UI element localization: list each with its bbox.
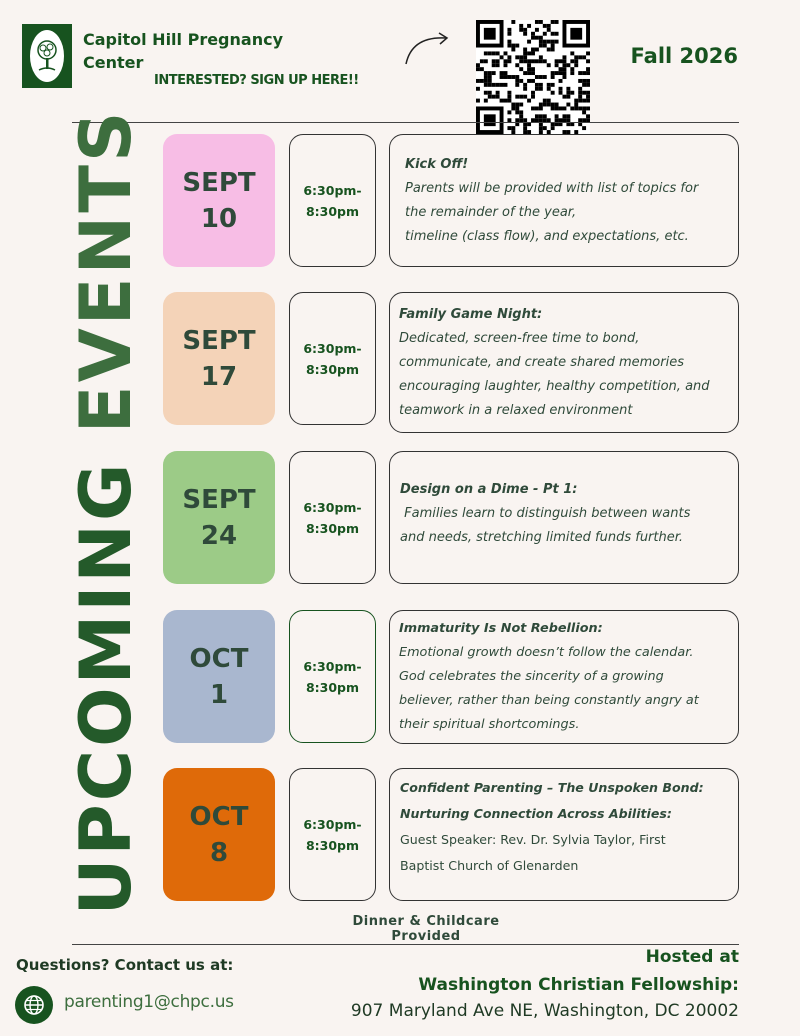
qr-code-icon[interactable] [476,20,590,134]
time-start: 6:30pm- [303,182,362,198]
title-word-upcoming: UPCOMING [65,460,147,916]
event-title: Confident Parenting – The Unspoken Bond: [400,780,704,795]
event-time-5 [289,768,376,901]
curved-arrow-icon [402,28,454,68]
event-month: OCT [189,801,249,832]
event-title: Design on a Dime - Pt 1: [400,482,578,497]
dinner-childcare-note [346,914,506,944]
event-line: the remainder of the year, [405,204,577,220]
event-desc-2 [389,292,739,433]
time-end: 8:30pm [305,203,360,219]
season-label: Fall 2026 [630,44,738,68]
logo [22,24,72,88]
event-title: Kick Off! [405,156,469,172]
host-address: 907 Maryland Ave NE, Washington, DC 20002 [350,1001,739,1021]
event-line: Emotional growth doesn’t follow the calendar. [399,645,694,660]
time-start: 6:30pm- [303,658,362,674]
globe-icon [15,986,53,1024]
time-start: 6:30pm- [303,340,362,356]
event-desc-1 [389,134,739,267]
event-date-2 [163,292,275,425]
event-day: 17 [200,361,238,392]
vertical-title-container [65,108,147,916]
event-time-1 [289,134,376,267]
top-divider [72,122,739,123]
event-title: Family Game Night: [399,306,543,322]
event-line: timeline (class flow), and expectations, etc. [405,228,689,244]
time-end: 8:30pm [305,837,360,853]
page-title [65,108,147,916]
event-line: teamwork in a relaxed environment [399,402,633,418]
bottom-divider [72,944,739,945]
event-day: 24 [200,520,238,551]
event-date-4 [163,610,275,743]
event-date-1 [163,134,275,267]
time-end: 8:30pm [305,679,360,695]
event-line: Guest Speaker: Rev. Dr. Sylvia Taylor, First [400,832,666,847]
title-word-events: EVENTS [65,108,147,434]
event-line: Families learn to distinguish between wants [400,506,691,521]
contact-heading: Questions? Contact us at: [16,956,234,974]
event-line: Parents will be provided with list of topics for [405,180,699,196]
event-line: God celebrates the sincerity of a growing [399,669,664,684]
event-line: Baptist Church of Glenarden [400,858,579,873]
event-desc-4 [389,610,739,744]
tree-logo-icon [30,30,64,82]
host-name: Washington Christian Fellowship: [418,975,739,995]
time-start: 6:30pm- [303,816,362,832]
note-line: Dinner & Childcare [352,914,500,929]
event-line: their spiritual shortcomings. [399,717,580,732]
event-date-3 [163,451,275,584]
event-line: Dedicated, screen-free time to bond, [399,330,640,346]
event-line: and needs, stretching limited funds further. [400,530,684,545]
org-name: Capitol Hill Pregnancy Center [83,30,283,72]
event-date-5 [163,768,275,901]
event-desc-3 [389,451,739,584]
event-desc-5 [389,768,739,901]
event-line: encouraging laughter, healthy competition, and [399,378,710,394]
contact-email-link[interactable]: parenting1@chpc.us [64,992,234,1012]
note-line: Provided [391,929,461,944]
event-time-4 [289,610,376,743]
event-line: believer, rather than being constantly angry at [399,693,699,708]
event-month: OCT [189,643,249,674]
time-end: 8:30pm [305,520,360,536]
event-title: Immaturity Is Not Rebellion: [399,621,603,636]
event-time-2 [289,292,376,425]
event-day: 8 [209,837,229,868]
event-line: communicate, and create shared memories [399,354,684,370]
time-start: 6:30pm- [303,499,362,515]
event-day: 1 [209,679,229,710]
event-day: 10 [200,203,238,234]
event-month: SEPT [182,484,256,515]
signup-text: INTERESTED? SIGN UP HERE!! [154,73,359,88]
time-end: 8:30pm [305,361,360,377]
event-month: SEPT [182,167,256,198]
event-time-3 [289,451,376,584]
hosted-label: Hosted at [645,947,739,967]
event-month: SEPT [182,325,256,356]
event-subtitle: Nurturing Connection Across Abilities: [400,806,672,821]
